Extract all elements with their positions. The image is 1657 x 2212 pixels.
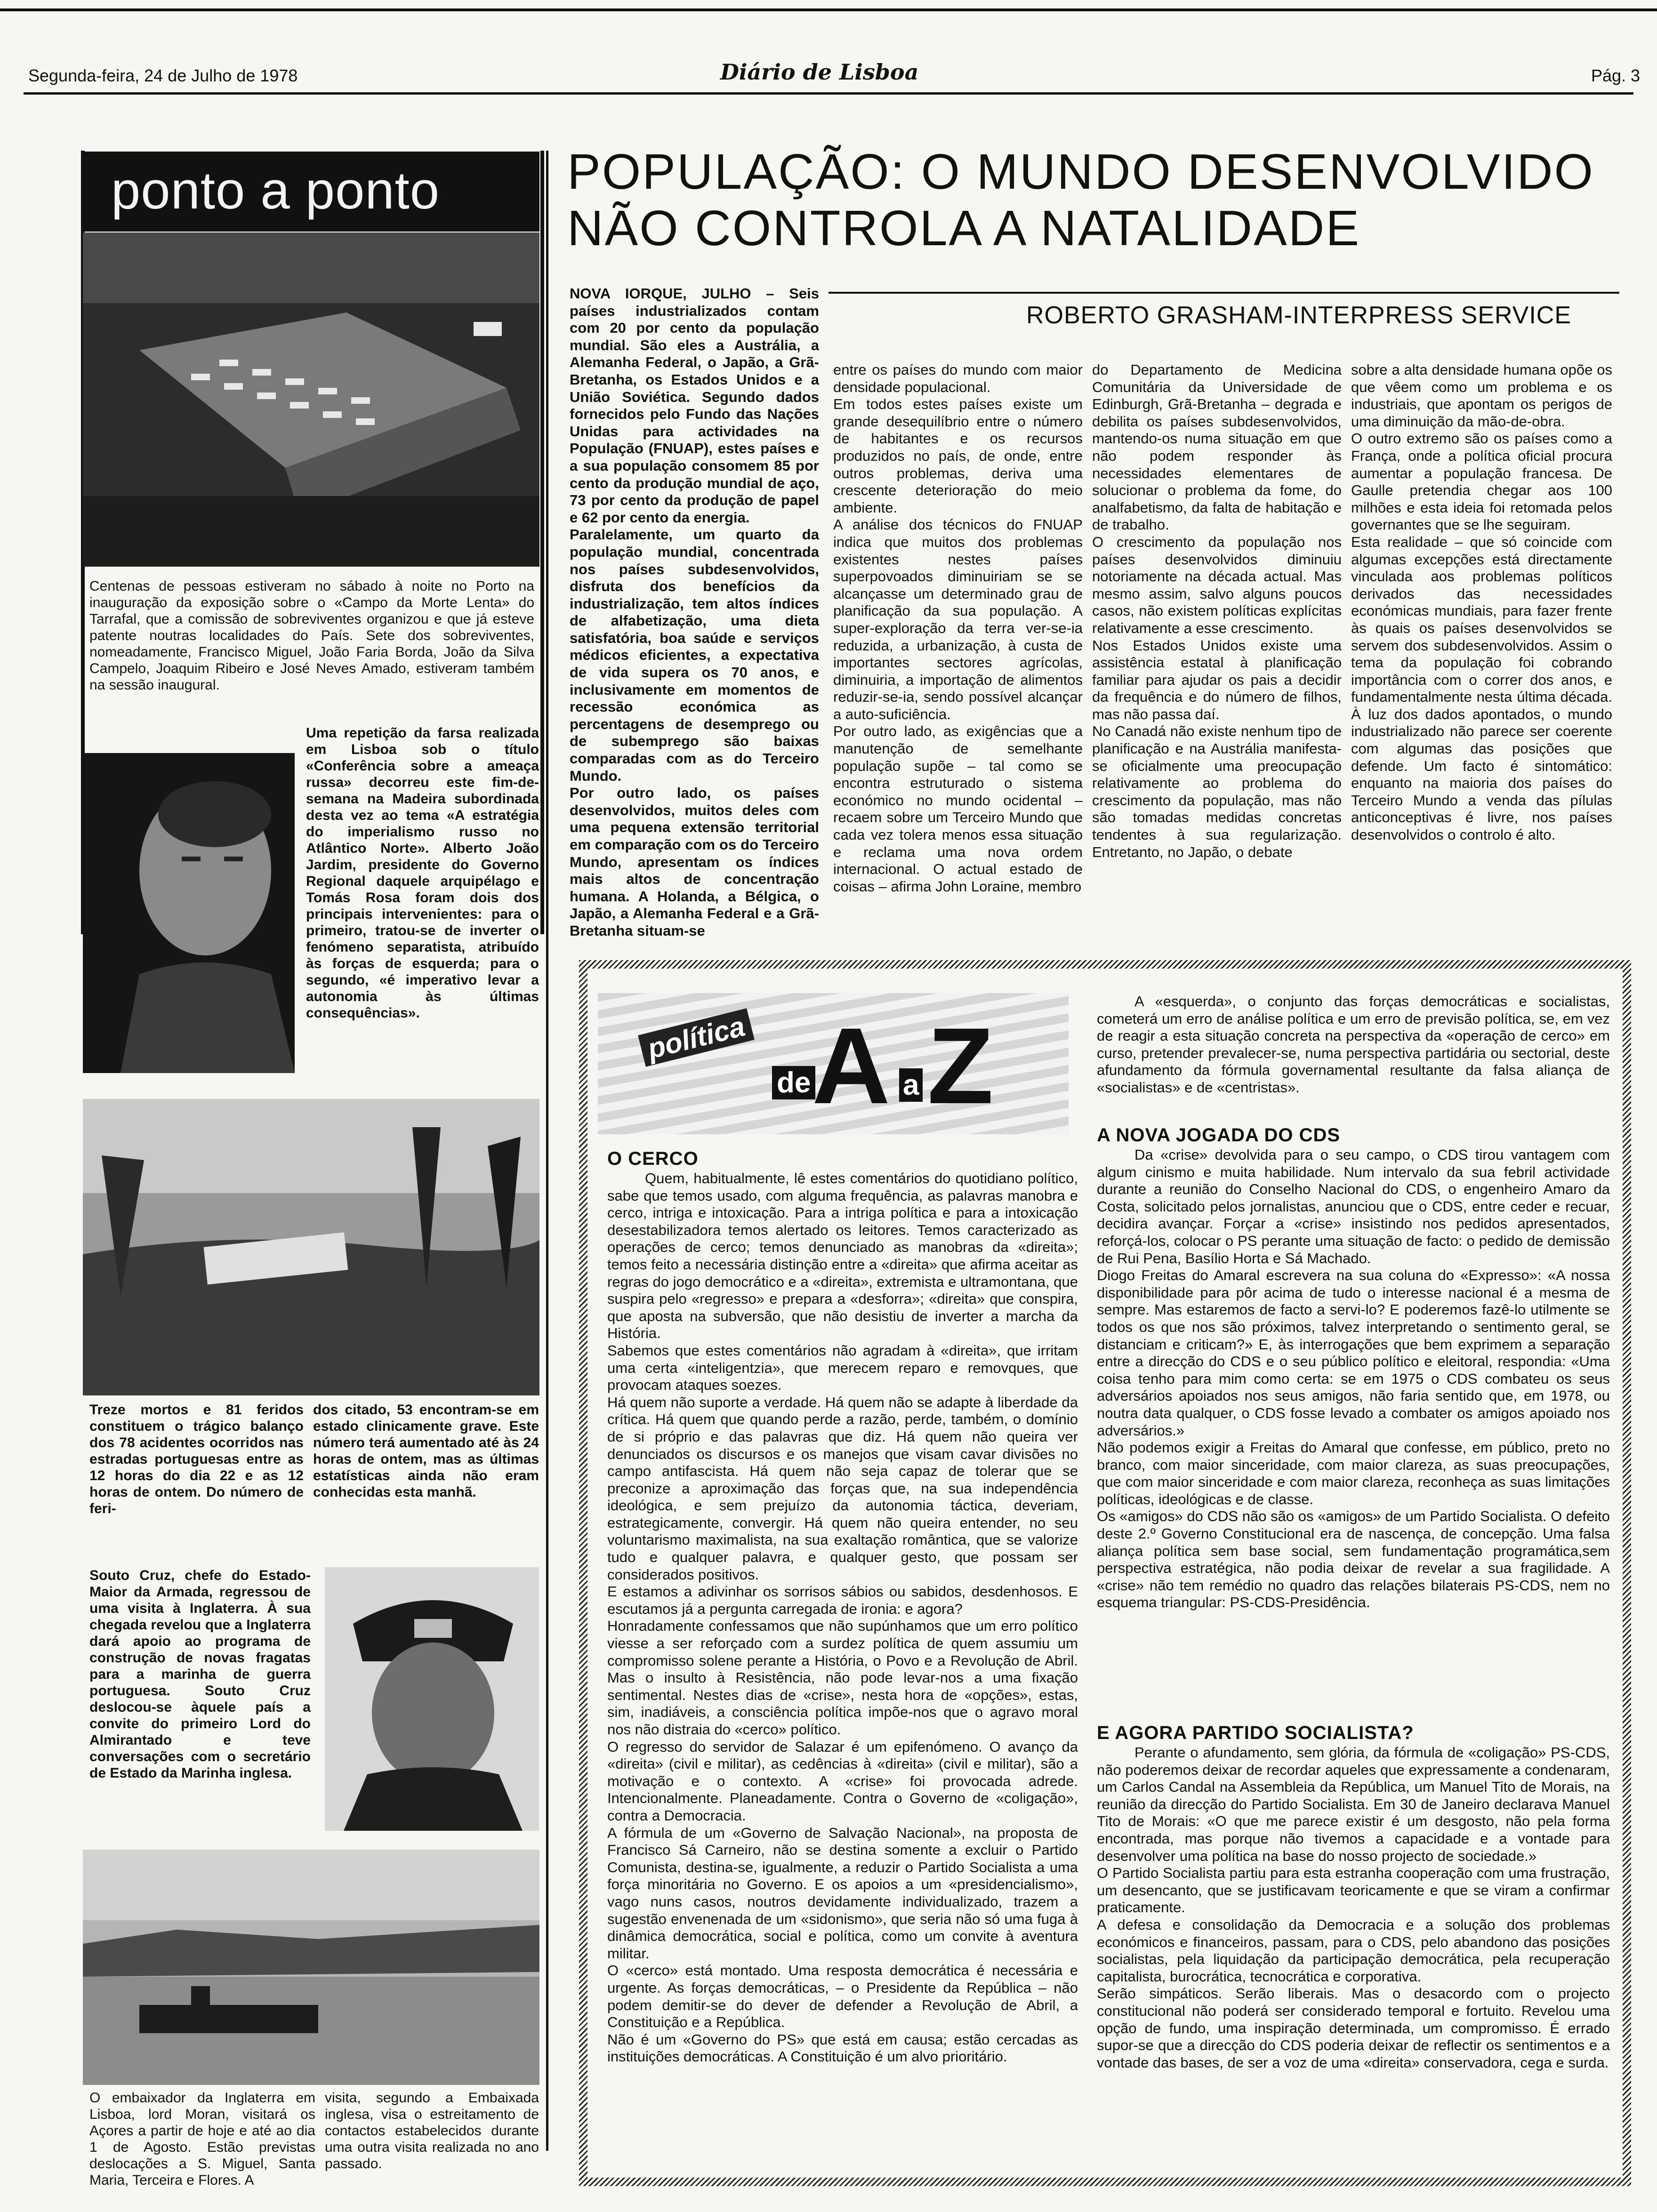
ps-title: E AGORA PARTIDO SOCIALISTA? xyxy=(1097,1723,1414,1743)
masthead-newspaper: Diário de Lisboa xyxy=(720,59,919,85)
madeira-conference-item: Uma repetição da farsa realizada em Lisboa sob o título «Conferência sobre a ameaça russa» decorreu este fim-de-semana na Madeira subordinada desta vez ao tema «A estratégia do imperialismo russo no Atlântico Norte». Alberto João Jardim, presidente do Governo Regional daquele arquipélago e Tomás Rosa foram dois dos principais intervenientes: para o primeiro, tratou-se de inverter o fenómeno separatista, atribuído às forças de esquerda; para o segundo, «é imperativo levar a autonomia às últimas consequências». xyxy=(306,725,539,1021)
populacao-col4: sobre a alta densidade humana opõe os que vêem como um problema e os industriais, que apontam os perigos de uma diminuição da mão-de-obra. O outro extremo são os países como a França, onde a política oficial procura aumentar a população francesa. De Gaulle pretendia chegar aos 100 milhões e esta ideia foi retomada pelos governantes que se lhe seguiram. Esta realidade – que só coincide com algumas excepções está directamente vinculada aos problemas políticos derivados das necessidades económicas mundiais, para fazer frente às quais os países desenvolvidos se servem dos subdesenvolvidos. Assim o tema da população foi cobrando importância com o correr dos anos, e fundamentalmente nesta última década. À luz dos dados apontados, o mundo industrializado não parece ser coerente com algumas das posições que defende. Um facto é sintomático: enquanto na maioria dos países do Terceiro Mundo a venda das pílulas anticonceptivas é livre, nos países desenvolvidos o controlo é alto. xyxy=(1351,361,1612,843)
column-divider xyxy=(546,151,548,2151)
masthead-rule xyxy=(24,92,1633,95)
masthead-page: Pág. 3 xyxy=(1591,66,1641,85)
cerco-title: O CERCO xyxy=(607,1148,699,1169)
populacao-lead: NOVA IORQUE, JULHO – Seis países industrializados contam com 20 por cento da população mundial. São eles a Austrália, a Alemanha Federal, o Japão, a Grã-Bretanha, os Estados Unidos e a União Soviética. Segundo dados fornecidos pelo Fundo das Nações Unidas para actividades na População (FNUAP), estes países e a sua população consomem 85 por cento da produção mundial de aço, 73 por cento da produção de papel e 62 por cento da energia. Paralelamente, um quarto da população mundial, concentrada nos países subdesenvolvidos, disfruta dos benefícios da industrialização, tem altos índices de alfabetização, uma dieta satisfatória, boa saúde e serviços médicos eficientes, a expectativa de vida supera os 70 anos, e inclusivamente em momentos de recessão económica as percentagens de desemprego ou de subemprego são baixas comparadas com as do Terceiro Mundo. Por outro lado, os países desenvolvidos, muitos deles com uma pequena extensão territorial em comparação com os do Terceiro Mundo, apresentam os índices mais altos de concentração humana. A Holanda, a Bélgica, o Japão, a Alemanha Federal e a Grã-Bretanha situam-se xyxy=(570,285,819,939)
populacao-col3: do Departamento de Medicina Comunitária da Universidade de Edinburgh, Grã-Bretanha – degrada e debilita os países subdesenvolvidos, mantendo-os numa situação em que não podem responder às necessidades elementares de solucionar o problema da fome, do analfabetismo, da falta de habitação e de trabalho. O crescimento da população nos países desenvolvidos diminuiu notoriamente na década actual. Mas mesmo assim, salvo alguns poucos casos, não existem políticas explícitas relativamente a esse crescimento. Nos Estados Unidos existe uma assistência estatal à planificação familiar para ajudar os pais a decidir da frequência e do número de filhos, mas não passa daí. No Canadá não existe nenhum tipo de planificação e na Austrália manifesta-se oficialmente uma preocupação relativamente ao problema do crescimento da população, mas não são tomadas medidas concretas tendentes à sua regularização. Entretanto, no Japão, o debate xyxy=(1092,361,1342,860)
tarrafal-photo xyxy=(83,232,539,567)
souto-cruz-photo xyxy=(325,1567,539,1831)
top-rule xyxy=(0,8,1657,11)
cerco-body: Quem, habitualmente, lê estes comentários do quotidiano político, sabe que temos usado, com alguma frequência, as palavras manobra e cerco, intriga e intoxicação. Para a intriga política e para a intoxicação desestabilizadora temos alertado os leitores. Temos caracterizado as operações de cerco; temos denunciado as manobras da «direita»; temos feito a necessária distinção entre a «direita» que afirma aceitar as regras do jogo democrático e a «direita», extremista e ultramontana, que suspira pelo «regresso» e prepara a «desforra»; «direita» que conspira, que aposta na subversão, que não desistiu de inverter a marcha da História. Sabemos que estes comentários não agradam à «direita», que irritam uma certa «inteligentzia», que merecem reparo e removques, que provocam ataques soezes. Há quem não suporte a verdade. Há quem não se adapte à liberdade da crítica. Há quem que quando perde a razão, perde, também, o domínio de si próprio e das palavras que diz. Há quem não queira ver denunciados os discursos e os manejos que visam cavar divisões no campo antifascista. Há quem não seja capaz de tolerar que se preconize a aproximação das forças que, na sua independência ideológica, e sem prejuízo da autonomia táctica, deveriam, estrategicamente, convergir. Há quem não queira entender, no seu voluntarismo maximalista, na sua exaltação romântica, que se valorize tudo e qualquer palavra, e qualquer gesto, que possam ser considerados positivos. E estamos a adivinhar os sorrisos sábios ou sabidos, desdenhosos. E escutamos já a pergunta carregada de ironia: e agora? Honradamente confessamos que não supúnhamos que um erro político viesse a ser reforçado com a surdez política de quem assumiu um compromisso solene perante a História, o Povo e a Revolução de Abril. Mas o insulto à Resistência, não pode levar-nos a uma fixação sentimental. Nestes dias de «crise», nesta hora de «opções», estas, sim, inadiáveis, a consciência política impõe-nos que o agravo moral nos não distraia do «cerco» político. O regresso do servidor de Salazar é um epifenómeno. O avanço da «direita» (civil e militar), as cedências à «direita» (civil e militar), são a motivação e o contexto. A «crise» foi provocada adrede. Intencionalmente. Planeadamente. Contra o Governo de «coligação», contra a Democracia. A fórmula de um «Governo de Salvação Nacional», na proposta de Francisco Sá Carneiro, não se destina somente a excluir o Partido Comunista, destina-se, igualmente, a reduzir o Partido Socialista a uma força minoritária no Governo. E os apoios a um «presidencialismo», vago nuns casos, noutros devidamente individualizado, trazem a sugestão envenenada de um «sidonismo», que seria não só uma fuga à dinâmica democrática, social e política, como um convite à aventura militar. O «cerco» está montado. Uma resposta democrática é necessária e urgente. As forças democráticas, – o Presidente da República – não podem demitir-se do dever de defender a Revolução de Abril, a Constituição e a República. Não é um «Governo do PS» que está em causa; estão cercadas as instituições democráticas. A Constituição é um alvo prioritário. xyxy=(607,1170,1078,2065)
populacao-headline: POPULAÇÃO: O MUNDO DESENVOLVIDO NÃO CONTROLA A NATALIDADE xyxy=(567,144,1594,256)
azores-photo xyxy=(83,1850,539,2085)
cds-body: Da «crise» devolvida para o seu campo, o CDS tirou vantagem com algum cinismo e muita habilidade. Num intervalo da sua febril actividade durante a reunião do Conselho Nacional do CDS, o engenheiro Amaro da Costa, solicitado pelos jornalistas, anunciou que o CDS, entre ceder e recuar, decidira avançar. Forçar a «crise» insistindo nos pedidos apresentados, reforçá-los, colocar o PS perante uma situação de facto: o pedido de demissão de Rui Pena, Basílio Horta e Sá Machado. Diogo Freitas do Amaral escrevera na sua coluna do «Expresso»: «A nossa disponibilidade para pôr acima de tudo o interesse nacional é a mesma de sempre. Mas estaremos de facto a servi-lo? E poderemos fazê-lo utilmente se todos os que nos são próximos, talvez interpretando o sentimento geral, se distanciam e criticam?» E, às interrogações que bem exprimem a separação entre a direcção do CDS e o seu público político e eleitoral, respondia: «Uma coisa tenho para mim como certa: se em 1975 o CDS combateu os seus adversários apoiados nos seus amigos, não faria sentido que, em 1978, ou noutra data qualquer, o CDS fosse levado a combater os amigos apoiado nos adversários.» Não podemos exigir a Freitas do Amaral que confesse, em público, preto no branco, com maior sinceridade, com maior clareza, as suas preocupações, que com maior sinceridade e com maior clareza, reconheça as suas limitações políticas, ideológicas e de classe. Os «amigos» do CDS não são os «amigos» de um Partido Socialista. O defeito deste 2.º Governo Constitucional era de nascença, de concepção. Uma falsa aliança política sem base social, sem fundamentação programática,sem perspectiva estratégica, não podia deixar de revelar a sua fragilidade. A «crise» não tem remédio no quadro das relações bilaterais PS-CDS, nem no esquema triangular: PS-CDS-Presidência. xyxy=(1097,1146,1610,1611)
jardim-photo xyxy=(83,753,295,1073)
az-logo xyxy=(598,993,1069,1134)
cds-title: A NOVA JOGADA DO CDS xyxy=(1097,1125,1341,1146)
az-logo-A: A xyxy=(812,1005,891,1126)
ps-body: Perante o afundamento, sem glória, da fórmula de «coligação» PS-CDS, não poderemos deixar de recordar aqueles que expressamente a condenaram, um Carlos Candal na Assembleia da República, um Manuel Tito de Morais, na reunião da direcção do Partido Socialista. Em 30 de Janeiro declarava Manuel Tito de Morais: «O que me parece existir é um desgosto, não pela forma encontrada, mas porque não tivemos a capacidade e a vontade para desenvolver uma política na base do nosso projecto de sociedade.» O Partido Socialista partiu para esta estranha cooperação com uma frustração, um desencanto, que se justificavam teoricamente e que se viram a confirmar praticamente. A defesa e consolidação da Democracia e a solução dos problemas económicos e financeiros, passam, para o CDS, pelo abandono das posições socialistas, pela liquidação da participação democrática, pela recuperação capitalista, burocrática, tecnocrática e corporativa. Serão simpáticos. Serão liberais. Mas o desacordo com o projecto constitucional não poderá ser considerado temporal e fortuito. Revelou uma opção de fundo, uma inspiração determinada, um compromisso. É errado supor-se que a direcção do CDS poderia deixar de reflectir os sentimentos e a vontade das bases, de ser a voz de uma «direita» conservadora, cega e surda. xyxy=(1097,1744,1610,2071)
az-logo-word: política xyxy=(638,1008,755,1067)
accidents-item-left: Treze mortos e 81 feridos constituem o trágico balanço dos 78 acidentes ocorridos nas estradas portuguesas entre as 12 horas do dia 22 e as 12 horas de ontem. Do número de feri- xyxy=(89,1402,304,1516)
ponto-banner xyxy=(83,152,539,232)
ponto-right-border xyxy=(540,151,544,934)
az-logo-a: a xyxy=(899,1068,923,1102)
moran-item-left: O embaixador da Inglaterra em Lisboa, lord Moran, visitará os Açores a partir de hoje e até ao dia 1 de Agosto. Estão previstas deslocações a S. Miguel, Santa Maria, Terceira e Flores. A xyxy=(89,2090,315,2188)
populacao-col2: entre os países do mundo com maior densidade populacional. Em todos estes países existe um grande desequilíbrio entre o número de habitantes e os recursos produzidos no país, de onde, entre outros problemas, deriva uma crescente deterioração do meio ambiente. A análise dos técnicos do FNUAP indica que muitos dos problemas existentes nestes países superpovoados diminuiriam se se alcançasse um determinado grau de planificação da sua população. A super-exploração da terra ver-se-ia reduzida, a urbanização, à custa de importantes sectores agrícolas, diminuiria, a importação de alimentos reduzir-se-ia, sendo possível alcançar a auto-suficiência. Por outro lado, as exigências que a manutenção de semelhante população supõe – tal como se encontra estruturado o sistema económico no mundo ocidental – recaem sobre um Terceiro Mundo que cada vez tolera menos essa situação e reclama uma nova ordem internacional. O actual estado de coisas – afirma John Loraine, membro xyxy=(833,361,1083,895)
az-logo-Z: Z xyxy=(927,1005,994,1126)
populacao-byline: ROBERTO GRASHAM-INTERPRESS SERVICE xyxy=(1026,302,1572,329)
ponto-banner-label: ponto a ponto xyxy=(111,161,440,220)
byline-rule xyxy=(828,292,1619,294)
accidents-item-right: dos citado, 53 encontram-se em estado clinicamente grave. Este número terá aumentado até às 24 horas de ontem, mas as últimas estatísticas ainda não eram conhecidas esta manhã. xyxy=(313,1402,539,1500)
az-logo-de: de xyxy=(772,1066,815,1099)
accidents-photo xyxy=(83,1099,539,1395)
moran-item-right: visita, segundo a Embaixada inglesa, visa o estreitamento de contactos estabelecidos durante uma outra visita realizada no ano passado. xyxy=(325,2090,539,2172)
masthead-date: Segunda-feira, 24 de Julho de 1978 xyxy=(28,66,298,85)
az-intro: A «esquerda», o conjunto das forças democráticas e socialistas, cometerá um erro de análise política e um erro de previsão política, se, em vez de reagir a esta situação concreta na perspectiva da «operação de cerco» em curso, pretender prevalecer-se, numa perspectiva partidária ou sectorial, deste afundamento da fórmula governamental resultante da falsa aliança de «socialistas» e de «centristas». xyxy=(1097,993,1610,1096)
souto-cruz-item: Souto Cruz, chefe do Estado-Maior da Armada, regressou de uma visita à Inglaterra. À sua chegada revelou que a Inglaterra dará apoio ao programa de construção de novas fragatas para a marinha de guerra portuguesa. Souto Cruz deslocou-se àquele país a convite do primeiro Lord do Almirantado e teve conversações com o secretário de Estado da Marinha inglesa. xyxy=(89,1568,311,1781)
tarrafal-caption: Centenas de pessoas estiveram no sábado à noite no Porto na inauguração da exposição sobre o «Campo da Morte Lenta» do Tarrafal, que a comissão de sobreviventes organizou e que já esteve patente noutras localidades do País. Sete dos sobreviventes, nomeadamente, Francisco Miguel, João Faria Borda, João da Silva Campelo, Joaquim Ribeiro e José Neves Amado, estiveram também na sessão inaugural. xyxy=(89,578,534,693)
